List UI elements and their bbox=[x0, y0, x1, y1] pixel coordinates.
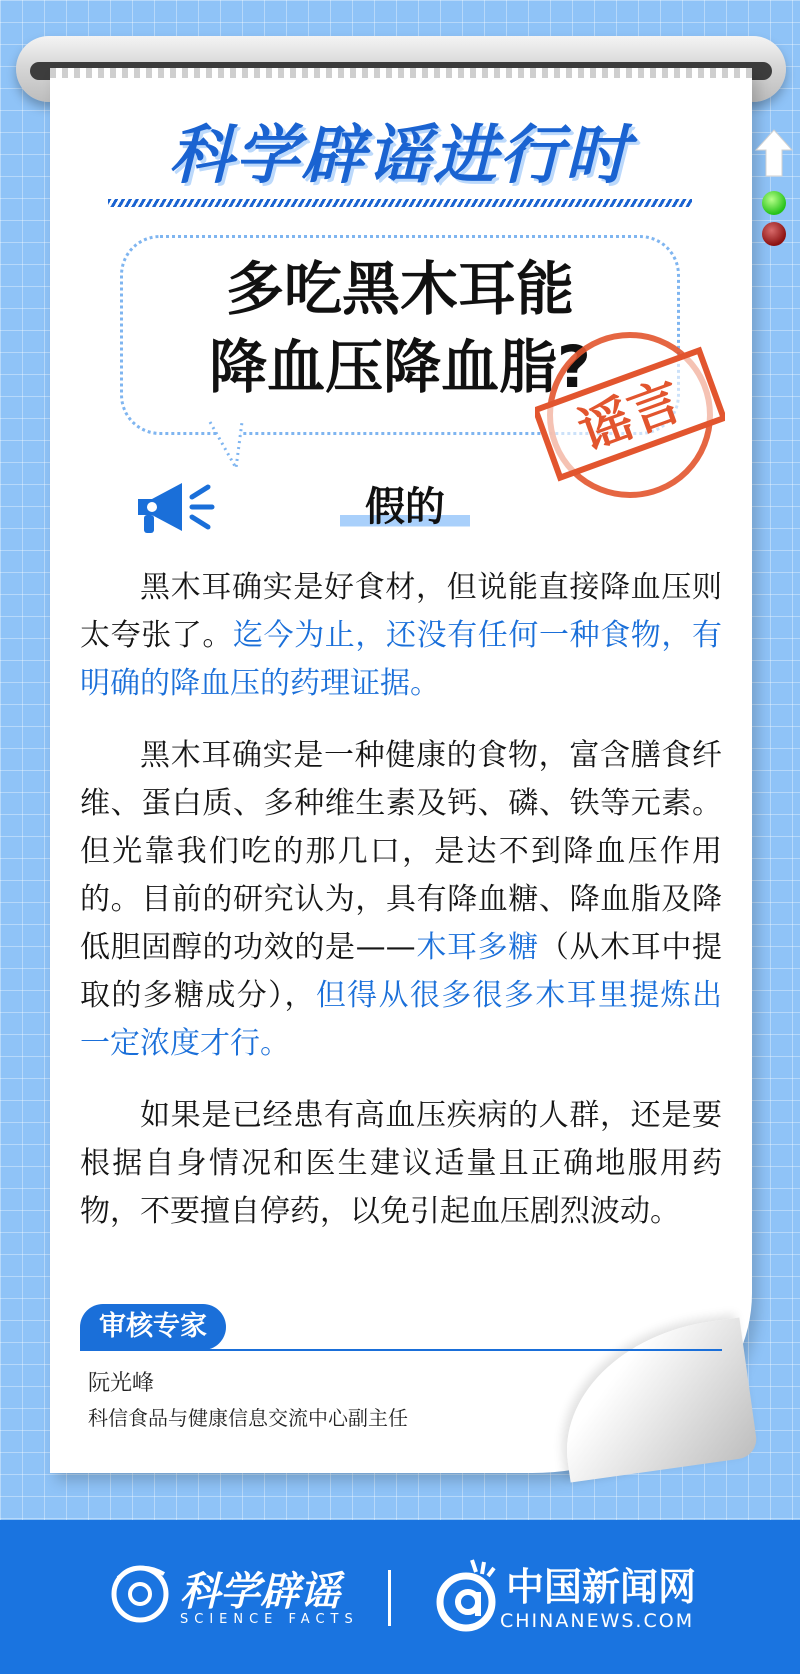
chinanews-wordmark: 中国新闻网 bbox=[506, 1565, 697, 1609]
article-body bbox=[80, 564, 722, 1260]
paragraph-1 bbox=[80, 564, 722, 708]
science-facts-wordmark: 科学辟谣 bbox=[180, 1569, 340, 1615]
science-facts-logo-icon bbox=[108, 1560, 172, 1624]
paragraph-2-highlight: 但得从很多很多木耳里提炼出一定浓度才行。 bbox=[80, 978, 723, 1061]
chinanews-logo[interactable] bbox=[432, 1556, 712, 1646]
paragraph-1-text: 黑木耳确实是好食材，但说能直接降血压则太夸张了。 bbox=[80, 570, 722, 653]
expert-tag: 审核专家 bbox=[80, 1304, 226, 1350]
footer-divider bbox=[388, 1570, 391, 1626]
red-indicator-icon bbox=[762, 222, 786, 246]
paragraph-2 bbox=[80, 732, 722, 1068]
verdict-label: 假的 bbox=[340, 475, 470, 532]
paragraph-2-text: 黑木耳确实是一种健康的食物，富含膳食纤维、蛋白质、多种维生素及钙、磷、铁等元素。但光靠我们吃的那几口，是达不到降血压作用的。目前的研究认为，具有降血糖、降血脂及降低胆固醇的功效的是—— bbox=[80, 738, 722, 965]
megaphone-icon bbox=[130, 475, 220, 545]
page-title: 科学辟谣进行时 bbox=[169, 119, 631, 193]
paragraph-1-highlight: 迄今为止，还没有任何一种食物，有明确的降血压的药理证据。 bbox=[80, 618, 722, 701]
expert-divider bbox=[80, 1349, 722, 1351]
claim-line-1: 多吃黑木耳能 bbox=[225, 255, 574, 323]
bubble-tail bbox=[206, 420, 246, 470]
chinanews-logo-icon bbox=[432, 1556, 502, 1636]
claim-line-2: 降血压降血脂? bbox=[209, 333, 591, 401]
science-facts-logo[interactable] bbox=[108, 1560, 359, 1640]
expert-title: 科信食品与健康信息交流中心副主任 bbox=[88, 1406, 408, 1430]
paragraph-2-note: （从木耳中提取的多糖成分）， bbox=[80, 930, 723, 1013]
paragraph-2-highlight-term: 木耳多糖 bbox=[415, 930, 539, 965]
up-arrow-icon[interactable] bbox=[754, 128, 794, 178]
expert-name: 阮光峰 bbox=[88, 1371, 155, 1396]
paragraph-3: 如果是已经患有高血压疾病的人群，还是要根据自身情况和医生建议适量且正确地服用药物，不要擅自停药，以免引起血压剧烈波动。 bbox=[80, 1098, 722, 1229]
title-divider bbox=[108, 199, 692, 207]
stamp-label: 谣言 bbox=[571, 369, 690, 463]
science-facts-subtitle: SCIENCE FACTS bbox=[180, 1612, 359, 1627]
rumor-stamp bbox=[535, 330, 725, 500]
chinanews-subtitle: CHINANEWS.COM bbox=[500, 1610, 695, 1632]
green-indicator-icon bbox=[762, 191, 786, 215]
